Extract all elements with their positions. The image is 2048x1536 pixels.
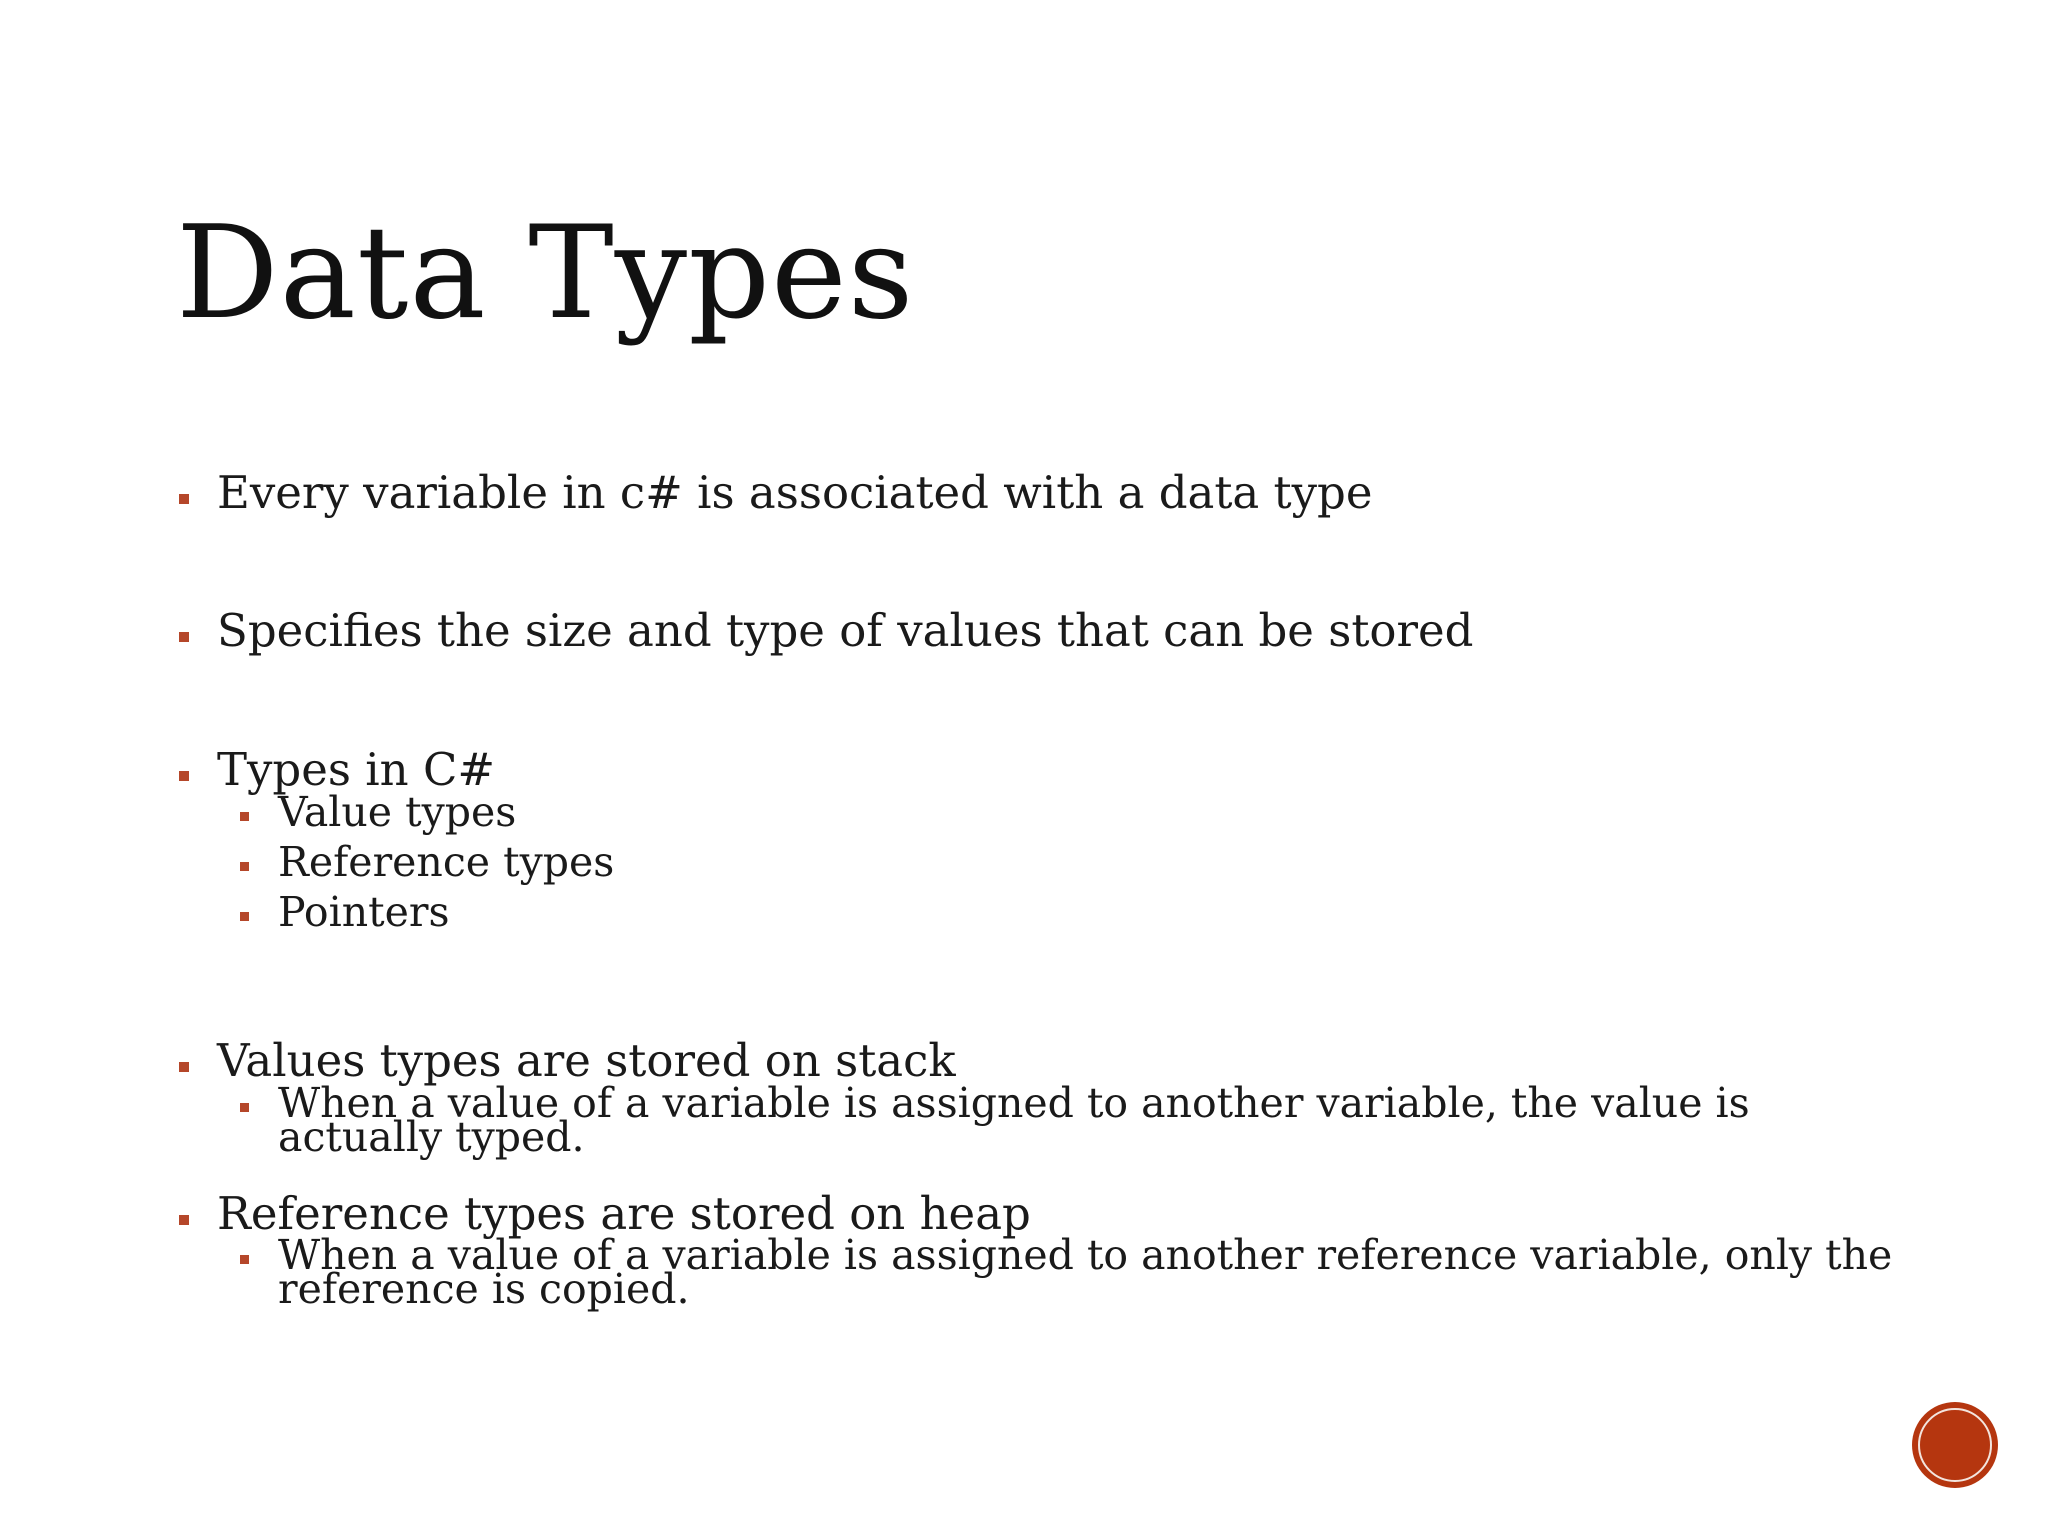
square-bullet-icon bbox=[240, 862, 249, 871]
square-bullet-icon bbox=[179, 771, 189, 781]
bullet-text: Every variable in c# is associated with a data type bbox=[217, 466, 1373, 519]
sub-bullet-text: When a value of a variable is assigned to another variable, the value is actually typed. bbox=[278, 1079, 1750, 1161]
sub-bullet-text: Value types bbox=[278, 788, 517, 836]
bullet-text: Types in C# bbox=[217, 743, 496, 796]
bullet-text: Values types are stored on stack bbox=[217, 1034, 956, 1087]
square-bullet-icon bbox=[240, 1255, 249, 1264]
bullet-text: Reference types are stored on heap bbox=[217, 1187, 1031, 1240]
square-bullet-icon bbox=[240, 812, 249, 821]
square-bullet-icon bbox=[179, 632, 189, 642]
square-bullet-icon bbox=[179, 1062, 189, 1072]
square-bullet-icon bbox=[179, 494, 189, 504]
sub-bullet-text: When a value of a variable is assigned to another reference variable, only the reference is copied. bbox=[278, 1231, 1893, 1313]
sub-bullet-text: Pointers bbox=[278, 888, 450, 936]
square-bullet-icon bbox=[240, 1103, 249, 1112]
slide-badge-icon bbox=[1912, 1402, 1998, 1488]
sub-bullet-text: Reference types bbox=[278, 838, 615, 886]
slide-title: Data Types bbox=[176, 199, 915, 348]
bullet-text: Specifies the size and type of values that can be stored bbox=[217, 604, 1474, 657]
square-bullet-icon bbox=[240, 912, 249, 921]
square-bullet-icon bbox=[179, 1215, 189, 1225]
